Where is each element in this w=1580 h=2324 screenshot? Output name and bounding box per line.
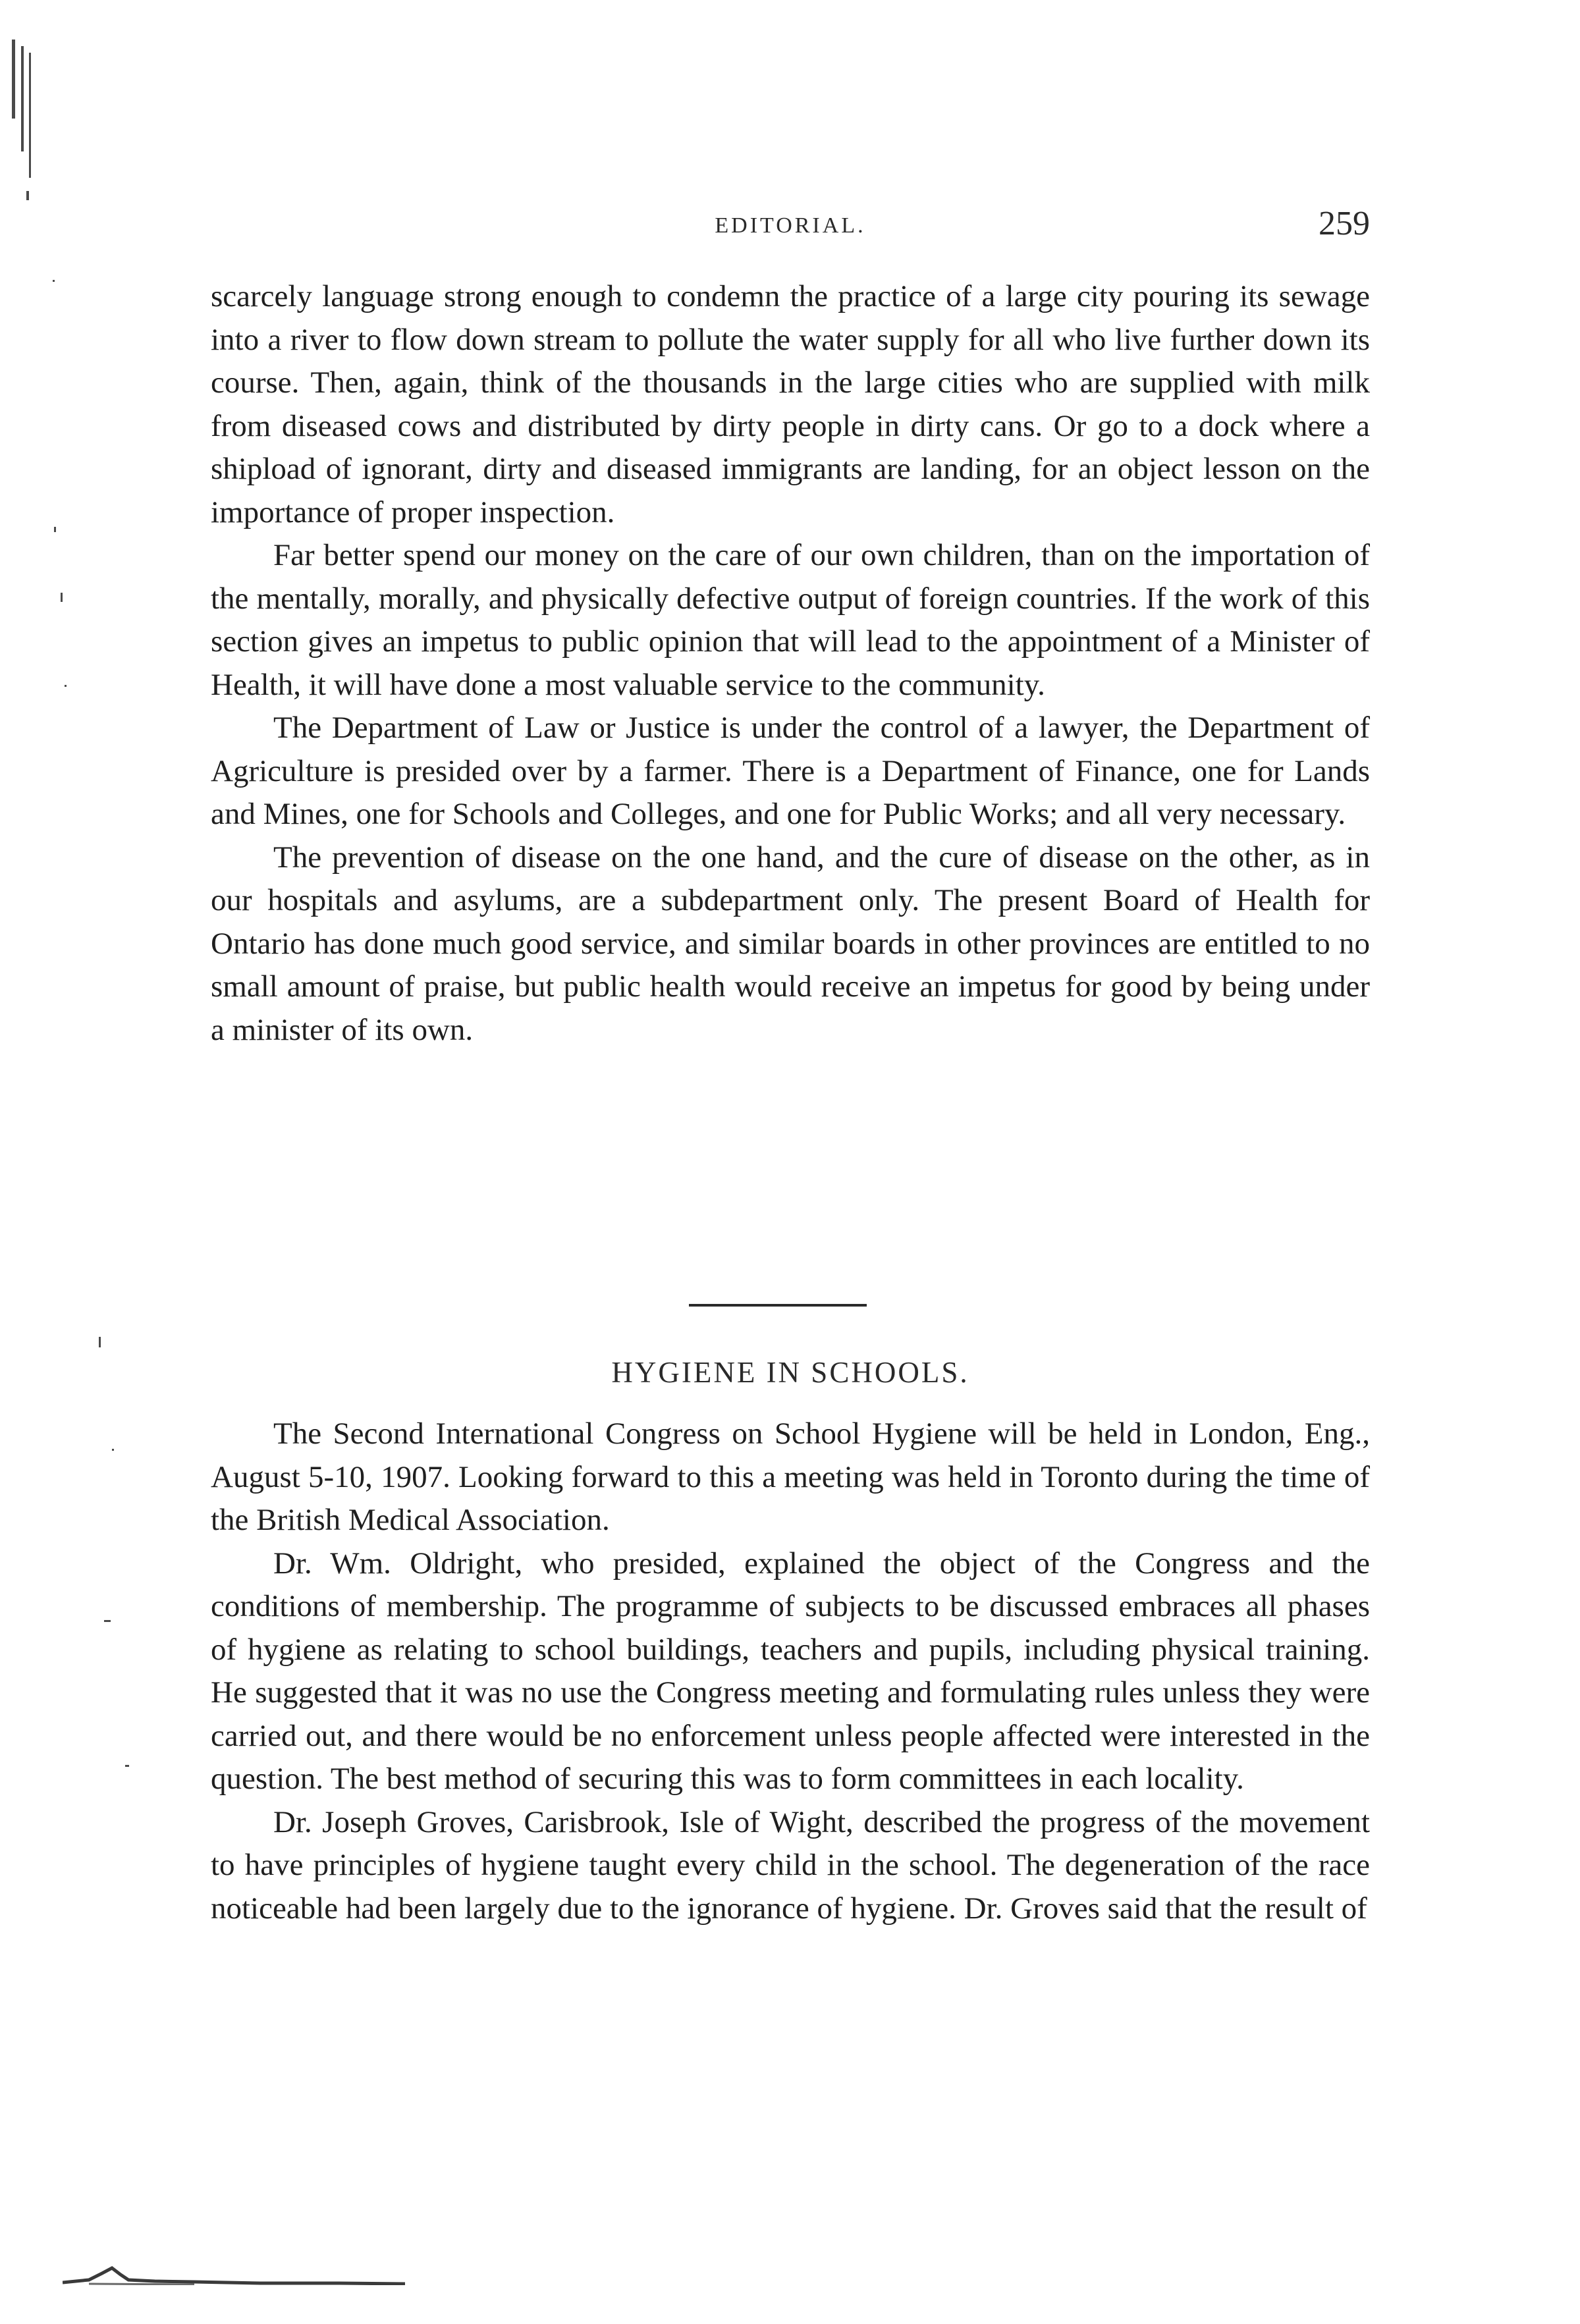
paragraph: Far better spend our money on the care of our own children, than on the importation of the mentally, morally, and physically defective output of foreign countries. If the work of this section gives an impetus to public opinion that will lead to the appointment of a Minister of Health, it will have done a most valuable service to the community.: [211, 538, 1370, 702]
paragraph: Dr. Wm. Oldright, who presided, explained the object of the Congress and the conditions of membership. The programme of subjects to be discussed embraces all phases of hygiene as relating to school buildings, teachers and pupils, including physical training. He suggested that it was no use the Congress meeting and formulating rules unless they were carried out, and there would be no enforcement unless people affected were interested in the question. The best method of securing this was to form committees in each locality.: [211, 1546, 1370, 1796]
scan-edge-mark: [12, 40, 15, 119]
scan-edge-mark: [104, 1620, 111, 1622]
paragraph: The Department of Law or Justice is under the control of a lawyer, the Department of Agriculture is presided over by a farmer. There is a Department of Finance, one for Lands and Mines, one for Schools and Colleges, and one for Public Works; and all very necessary.: [211, 711, 1370, 831]
section-heading: HYGIENE IN SCHOOLS.: [611, 1356, 969, 1389]
scan-edge-mark: [65, 685, 67, 687]
hygiene-in-schools-article: [211, 1413, 1370, 1930]
scan-edge-mark: [112, 1449, 114, 1451]
running-title: EDITORIAL.: [715, 213, 866, 238]
scan-edge-mark: [26, 191, 29, 200]
editorial-continuation: [211, 275, 1370, 1052]
running-head: [211, 204, 1370, 250]
paragraph: Dr. Joseph Groves, Carisbrook, Isle of Wight, described the progress of the movement to have principles of hygiene taught every child in the school. The degeneration of the race noticeable had been largely due to the ignorance of hygiene. Dr. Groves said that the result of: [211, 1804, 1370, 1926]
scan-edge-mark: [29, 53, 31, 178]
paragraph: scarcely language strong enough to condemn the practice of a large city pouring its sewage into a river to flow down stream to pollute the water supply for all who live further down its course. Then, again, think of the thousands in the large cities who are supplied with milk from diseased cows and distributed by dirty people in dirty cans. Or go to a dock where a shipload of ignorant, dirty and diseased immigrants are landing, for an object lesson on the importance of proper inspection.: [211, 279, 1370, 529]
scan-edge-mark: [53, 280, 55, 282]
scan-edge-mark: [61, 593, 63, 602]
scan-edge-mark: [125, 1765, 129, 1767]
paragraph: The prevention of disease on the one hand, and the cure of disease on the other, as in our hospitals and asylums, are a subdepartment only. The present Board of Health for Ontario has done much good service, and similar boards in other provinces are entitled to no small amount of praise, but public health would receive an impetus for good by being under a minister of its own.: [211, 840, 1370, 1047]
scan-edge-mark: [54, 527, 56, 532]
scan-edge-mark: [99, 1337, 101, 1347]
page-number: 259: [1319, 205, 1370, 242]
section-divider: [689, 1304, 867, 1307]
scan-edge-mark: [21, 46, 24, 151]
paragraph: The Second International Congress on School Hygiene will be held in London, Eng., August 5-10, 1907. Looking forward to this a meeting was held in Toronto during the time of the British Medical Association.: [211, 1417, 1370, 1537]
scan-bottom-smudge: [63, 2265, 405, 2285]
